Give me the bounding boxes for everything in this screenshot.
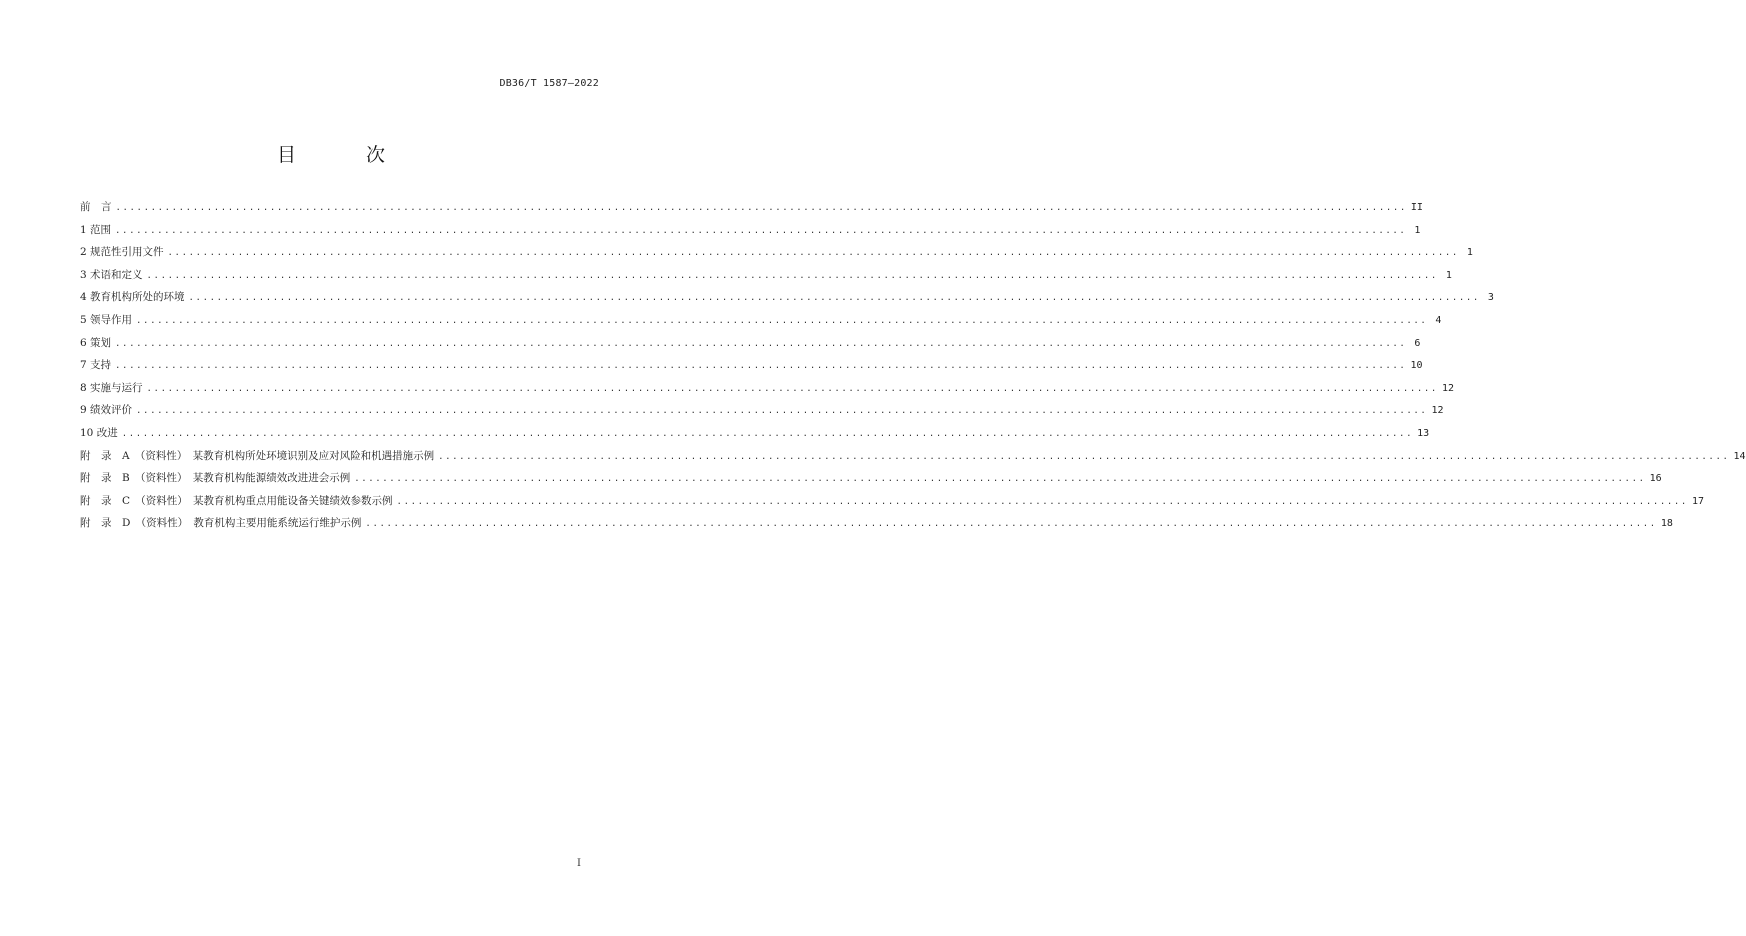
toc-entry-label: 附 录 C （资料性） 某教育机构重点用能设备关键绩效参数示例	[80, 494, 393, 507]
toc-entry[interactable]	[80, 199, 1423, 222]
toc-leader-dots: ........................................................................................................................................................................................	[146, 383, 1438, 394]
toc-entry-page: II	[1410, 202, 1423, 213]
page-number: I	[577, 858, 581, 869]
toc-entry[interactable]	[80, 267, 1452, 290]
toc-title: 目 次	[276, 144, 418, 166]
toc-entry-label: 3 术语和定义	[80, 268, 143, 281]
toc-entry[interactable]	[80, 425, 1430, 448]
toc-entry[interactable]	[80, 244, 1473, 267]
toc-leader-dots: ........................................................................................................................................................................................	[396, 496, 1688, 507]
toc-entry-page: 12	[1431, 405, 1444, 417]
toc-entry-label: 2 规范性引用文件	[80, 246, 164, 259]
toc-entry-page: 17	[1691, 495, 1704, 507]
toc-leader-dots: ........................................................................................................................................................................................	[365, 519, 1657, 530]
toc-entry-label: 6 策划	[80, 336, 112, 349]
toc-entry-label: 附 录 B （资料性） 某教育机构能源绩效改进进会示例	[80, 472, 351, 485]
toc-entry-page: 1	[1466, 247, 1473, 259]
toc-leader-dots: ........................................................................................................................................................................................	[136, 315, 1428, 326]
toc-entry[interactable]	[80, 222, 1421, 245]
toc-leader-dots: ........................................................................................................................................................................................	[121, 428, 1414, 439]
doc-code: DB36/T 1587—2022	[499, 78, 599, 89]
toc-leader-dots: ........................................................................................................................................................................................	[115, 338, 1407, 349]
toc-entry-page: 1	[1445, 269, 1452, 281]
toc-entry[interactable]	[80, 289, 1494, 312]
toc-entry-page: 18	[1660, 518, 1673, 530]
toc-entry-label: 4 教育机构所处的环境	[80, 291, 185, 304]
toc-entry-label: 前 言	[80, 201, 112, 213]
toc-entry-page: 13	[1417, 427, 1430, 439]
toc-entry-annex[interactable]	[80, 448, 1746, 471]
toc-entry-label: 附 录 D （资料性） 教育机构主要用能系统运行维护示例	[80, 517, 362, 530]
toc-entry-page: 16	[1649, 473, 1662, 485]
toc-entry-annex[interactable]	[80, 515, 1673, 538]
toc-entry-page: 4	[1435, 314, 1442, 326]
toc-leader-dots: ........................................................................................................................................................................................	[115, 203, 1407, 213]
toc-leader-dots: ........................................................................................................................................................................................	[188, 293, 1480, 304]
toc-entry-label: 1 范围	[80, 223, 112, 236]
toc-leader-dots: ........................................................................................................................................................................................	[167, 248, 1459, 259]
toc-entry-label: 8 实施与运行	[80, 381, 143, 394]
toc-entry[interactable]	[80, 335, 1421, 358]
toc-entry-page: 12	[1441, 382, 1454, 394]
toc-leader-dots: ........................................................................................................................................................................................	[136, 406, 1428, 417]
toc-entry-label: 9 绩效评价	[80, 404, 133, 417]
toc-leader-dots: ........................................................................................................................................................................................	[146, 270, 1438, 281]
toc-entry-page: 14	[1733, 450, 1746, 462]
toc-entry-annex[interactable]	[80, 470, 1662, 493]
toc-entry[interactable]	[80, 380, 1454, 403]
toc-entry[interactable]	[80, 312, 1442, 335]
toc-list	[80, 199, 1746, 538]
toc-entry[interactable]	[80, 357, 1423, 380]
toc-leader-dots: ........................................................................................................................................................................................	[115, 225, 1407, 236]
toc-entry-annex[interactable]	[80, 493, 1704, 516]
toc-entry-label: 7 支持	[80, 359, 112, 372]
toc-leader-dots: ........................................................................................................................................................................................	[115, 361, 1407, 372]
toc-entry-label: 10 改进	[80, 426, 118, 439]
toc-entry-page: 6	[1414, 337, 1421, 349]
toc-entry-page: 1	[1414, 224, 1421, 236]
toc-entry-page: 10	[1410, 360, 1423, 372]
toc-entry-label: 附 录 A （资料性） 某教育机构所处环境识别及应对风险和机遇措施示例	[80, 449, 435, 462]
toc-entry[interactable]	[80, 402, 1444, 425]
toc-entry-label: 5 领导作用	[80, 313, 133, 326]
toc-leader-dots: ........................................................................................................................................................................................	[438, 451, 1730, 462]
toc-entry-page: 3	[1487, 292, 1494, 304]
toc-leader-dots: ........................................................................................................................................................................................	[354, 474, 1646, 485]
